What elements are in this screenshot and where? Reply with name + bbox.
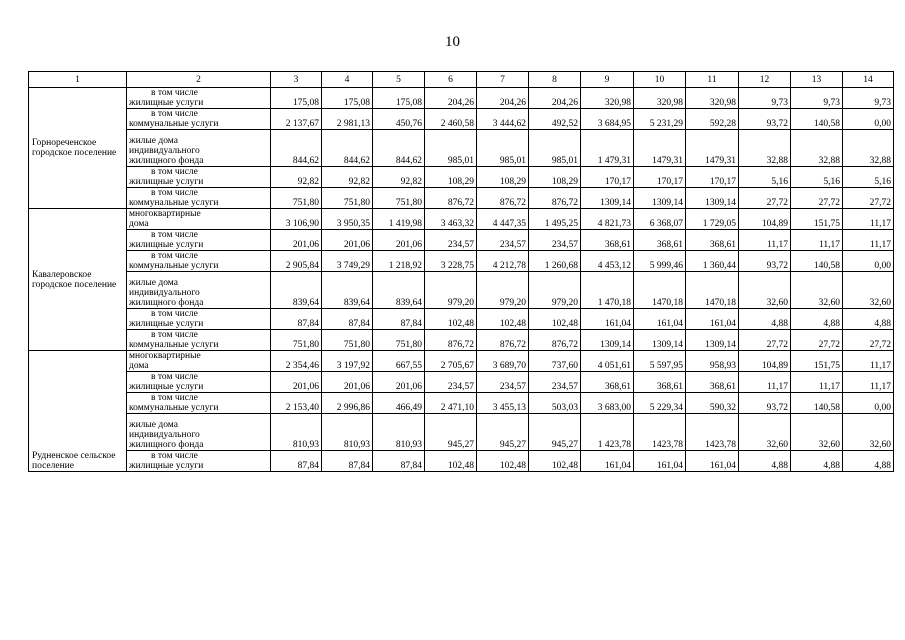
value-cell: 5,16 <box>791 167 843 188</box>
value-cell: 503,03 <box>529 393 581 414</box>
value-cell: 1 360,44 <box>686 251 739 272</box>
value-cell: 2 981,13 <box>322 109 373 130</box>
value-cell: 32,60 <box>791 272 843 309</box>
value-cell: 1 729,05 <box>686 209 739 230</box>
value-cell: 368,61 <box>634 230 686 251</box>
row-label-line: индивидуального <box>129 146 200 156</box>
row-label-line: в том числе <box>151 88 198 98</box>
value-cell: 92,82 <box>322 167 373 188</box>
value-cell: 4 212,78 <box>477 251 529 272</box>
value-cell: 492,52 <box>529 109 581 130</box>
value-cell: 4,88 <box>739 451 791 472</box>
row-label <box>127 351 271 372</box>
row-label <box>127 414 271 451</box>
value-cell: 2 905,84 <box>271 251 322 272</box>
value-cell: 87,84 <box>322 309 373 330</box>
row-label-line: индивидуального <box>129 288 200 298</box>
row-label-line: в том числе <box>151 167 198 177</box>
column-header: 12 <box>739 72 791 88</box>
value-cell: 201,06 <box>322 372 373 393</box>
value-cell: 170,17 <box>581 167 634 188</box>
value-cell: 234,57 <box>529 230 581 251</box>
row-label-line: многоквартирные <box>129 209 201 219</box>
table-row <box>29 272 894 309</box>
value-cell: 1 260,68 <box>529 251 581 272</box>
value-cell: 876,72 <box>477 188 529 209</box>
column-header: 3 <box>271 72 322 88</box>
value-cell: 4,88 <box>791 309 843 330</box>
value-cell: 4,88 <box>739 309 791 330</box>
value-cell: 234,57 <box>425 230 477 251</box>
value-cell: 945,27 <box>477 414 529 451</box>
value-cell: 844,62 <box>271 130 322 167</box>
value-cell: 161,04 <box>581 451 634 472</box>
value-cell: 1 423,78 <box>581 414 634 451</box>
value-cell: 161,04 <box>686 451 739 472</box>
value-cell: 810,93 <box>271 414 322 451</box>
value-cell: 87,84 <box>271 309 322 330</box>
row-label-line: индивидуального <box>129 430 200 440</box>
row-label-line: коммунальные услуги <box>129 198 219 208</box>
settlement-name: Горнореченское городское поселение <box>29 88 127 209</box>
value-cell: 2 705,67 <box>425 351 477 372</box>
value-cell: 11,17 <box>739 230 791 251</box>
row-label-line: в том числе <box>151 109 198 119</box>
table-row <box>29 372 894 393</box>
value-cell: 5,16 <box>843 167 894 188</box>
row-label <box>127 188 271 209</box>
value-cell: 102,48 <box>529 309 581 330</box>
table-row <box>29 230 894 251</box>
value-cell: 87,84 <box>373 309 425 330</box>
value-cell: 27,72 <box>739 188 791 209</box>
data-table <box>28 71 894 472</box>
value-cell: 104,89 <box>739 351 791 372</box>
value-cell: 368,61 <box>686 372 739 393</box>
value-cell: 1423,78 <box>686 414 739 451</box>
value-cell: 466,49 <box>373 393 425 414</box>
value-cell: 32,88 <box>843 130 894 167</box>
row-label <box>127 209 271 230</box>
value-cell: 5 597,95 <box>634 351 686 372</box>
row-label <box>127 309 271 330</box>
value-cell: 1309,14 <box>634 188 686 209</box>
row-label-line: в том числе <box>151 188 198 198</box>
row-label-line: коммунальные услуги <box>129 261 219 271</box>
value-cell: 3 950,35 <box>322 209 373 230</box>
row-label-line: жилищного фонда <box>129 440 204 450</box>
value-cell: 876,72 <box>425 330 477 351</box>
column-header: 10 <box>634 72 686 88</box>
value-cell: 1470,18 <box>686 272 739 309</box>
value-cell: 751,80 <box>373 188 425 209</box>
table-row <box>29 109 894 130</box>
table-row <box>29 167 894 188</box>
value-cell: 27,72 <box>791 188 843 209</box>
column-header: 8 <box>529 72 581 88</box>
value-cell: 5 231,29 <box>634 109 686 130</box>
value-cell: 5,16 <box>739 167 791 188</box>
table-row <box>29 330 894 351</box>
row-label-line: в том числе <box>151 251 198 261</box>
column-header: 4 <box>322 72 373 88</box>
value-cell: 4 051,61 <box>581 351 634 372</box>
value-cell: 32,88 <box>791 130 843 167</box>
settlement-name: Рудненское сельское поселение <box>29 351 127 472</box>
value-cell: 32,60 <box>843 414 894 451</box>
value-cell: 368,61 <box>634 372 686 393</box>
value-cell: 2 460,58 <box>425 109 477 130</box>
value-cell: 11,17 <box>843 230 894 251</box>
value-cell: 3 106,90 <box>271 209 322 230</box>
value-cell: 751,80 <box>271 330 322 351</box>
value-cell: 102,48 <box>529 451 581 472</box>
value-cell: 839,64 <box>373 272 425 309</box>
value-cell: 11,17 <box>843 209 894 230</box>
value-cell: 737,60 <box>529 351 581 372</box>
value-cell: 108,29 <box>425 167 477 188</box>
value-cell: 1 470,18 <box>581 272 634 309</box>
value-cell: 9,73 <box>843 88 894 109</box>
value-cell: 844,62 <box>373 130 425 167</box>
value-cell: 4 821,73 <box>581 209 634 230</box>
value-cell: 0,00 <box>843 251 894 272</box>
value-cell: 985,01 <box>529 130 581 167</box>
value-cell: 1 419,98 <box>373 209 425 230</box>
value-cell: 3 684,95 <box>581 109 634 130</box>
table-row <box>29 188 894 209</box>
value-cell: 958,93 <box>686 351 739 372</box>
value-cell: 3 197,92 <box>322 351 373 372</box>
row-label <box>127 393 271 414</box>
settlement-name: Кавалеровское городское поселение <box>29 209 127 351</box>
table-header-row <box>29 72 894 88</box>
value-cell: 592,28 <box>686 109 739 130</box>
value-cell: 27,72 <box>739 330 791 351</box>
row-label-line: коммунальные услуги <box>129 403 219 413</box>
table-row <box>29 351 894 372</box>
value-cell: 1309,14 <box>581 330 634 351</box>
value-cell: 751,80 <box>322 188 373 209</box>
value-cell: 11,17 <box>843 372 894 393</box>
value-cell: 32,60 <box>791 414 843 451</box>
column-header: 9 <box>581 72 634 88</box>
value-cell: 320,98 <box>686 88 739 109</box>
value-cell: 839,64 <box>271 272 322 309</box>
value-cell: 1 479,31 <box>581 130 634 167</box>
value-cell: 2 996,86 <box>322 393 373 414</box>
value-cell: 102,48 <box>477 451 529 472</box>
value-cell: 985,01 <box>425 130 477 167</box>
value-cell: 6 368,07 <box>634 209 686 230</box>
value-cell: 1309,14 <box>686 330 739 351</box>
value-cell: 751,80 <box>271 188 322 209</box>
row-label <box>127 451 271 472</box>
value-cell: 204,26 <box>477 88 529 109</box>
value-cell: 204,26 <box>425 88 477 109</box>
value-cell: 3 228,75 <box>425 251 477 272</box>
value-cell: 2 471,10 <box>425 393 477 414</box>
value-cell: 170,17 <box>686 167 739 188</box>
value-cell: 9,73 <box>791 88 843 109</box>
row-label-line: жилищного фонда <box>129 156 204 166</box>
value-cell: 87,84 <box>322 451 373 472</box>
value-cell: 161,04 <box>634 451 686 472</box>
row-label <box>127 272 271 309</box>
row-label <box>127 251 271 272</box>
value-cell: 102,48 <box>477 309 529 330</box>
value-cell: 161,04 <box>634 309 686 330</box>
column-header: 2 <box>127 72 271 88</box>
value-cell: 320,98 <box>634 88 686 109</box>
value-cell: 0,00 <box>843 109 894 130</box>
value-cell: 3 455,13 <box>477 393 529 414</box>
value-cell: 979,20 <box>529 272 581 309</box>
value-cell: 161,04 <box>686 309 739 330</box>
value-cell: 11,17 <box>791 230 843 251</box>
table-row <box>29 414 894 451</box>
row-label-line: дома <box>129 219 149 229</box>
value-cell: 4,88 <box>791 451 843 472</box>
table-row <box>29 251 894 272</box>
value-cell: 751,80 <box>373 330 425 351</box>
value-cell: 175,08 <box>322 88 373 109</box>
value-cell: 945,27 <box>425 414 477 451</box>
value-cell: 234,57 <box>477 372 529 393</box>
value-cell: 11,17 <box>739 372 791 393</box>
value-cell: 3 683,00 <box>581 393 634 414</box>
column-header: 14 <box>843 72 894 88</box>
row-label-line: в том числе <box>151 309 198 319</box>
value-cell: 1309,14 <box>634 330 686 351</box>
column-header: 7 <box>477 72 529 88</box>
value-cell: 204,26 <box>529 88 581 109</box>
value-cell: 979,20 <box>477 272 529 309</box>
row-label-line: жилые дома <box>129 278 178 288</box>
row-label <box>127 230 271 251</box>
row-label-line: жилищные услуги <box>129 177 204 187</box>
page-number: 10 <box>445 34 460 50</box>
value-cell: 876,72 <box>425 188 477 209</box>
value-cell: 175,08 <box>271 88 322 109</box>
value-cell: 201,06 <box>271 230 322 251</box>
table-row <box>29 209 894 230</box>
value-cell: 3 749,29 <box>322 251 373 272</box>
value-cell: 1 495,25 <box>529 209 581 230</box>
value-cell: 32,60 <box>843 272 894 309</box>
row-label <box>127 130 271 167</box>
value-cell: 368,61 <box>581 230 634 251</box>
value-cell: 175,08 <box>373 88 425 109</box>
value-cell: 368,61 <box>686 230 739 251</box>
value-cell: 93,72 <box>739 393 791 414</box>
value-cell: 201,06 <box>373 230 425 251</box>
value-cell: 1479,31 <box>686 130 739 167</box>
table-row <box>29 451 894 472</box>
value-cell: 234,57 <box>425 372 477 393</box>
row-label-line: жилищные услуги <box>129 319 204 329</box>
value-cell: 667,55 <box>373 351 425 372</box>
value-cell: 5 229,34 <box>634 393 686 414</box>
value-cell: 87,84 <box>271 451 322 472</box>
value-cell: 839,64 <box>322 272 373 309</box>
value-cell: 810,93 <box>373 414 425 451</box>
value-cell: 450,76 <box>373 109 425 130</box>
row-label-line: дома <box>129 361 149 371</box>
column-header: 6 <box>425 72 477 88</box>
value-cell: 1 218,92 <box>373 251 425 272</box>
row-label-line: в том числе <box>151 393 198 403</box>
column-header: 1 <box>29 72 127 88</box>
row-label <box>127 167 271 188</box>
value-cell: 3 444,62 <box>477 109 529 130</box>
value-cell: 140,58 <box>791 251 843 272</box>
value-cell: 4 447,35 <box>477 209 529 230</box>
value-cell: 92,82 <box>271 167 322 188</box>
value-cell: 2 354,46 <box>271 351 322 372</box>
value-cell: 151,75 <box>791 351 843 372</box>
value-cell: 3 463,32 <box>425 209 477 230</box>
value-cell: 985,01 <box>477 130 529 167</box>
row-label-line: жилищные услуги <box>129 98 204 108</box>
value-cell: 102,48 <box>425 451 477 472</box>
value-cell: 1470,18 <box>634 272 686 309</box>
value-cell: 810,93 <box>322 414 373 451</box>
table-row <box>29 88 894 109</box>
value-cell: 1479,31 <box>634 130 686 167</box>
value-cell: 1309,14 <box>686 188 739 209</box>
row-label-line: жилищного фонда <box>129 298 204 308</box>
value-cell: 92,82 <box>373 167 425 188</box>
row-label-line: жилищные услуги <box>129 382 204 392</box>
row-label <box>127 372 271 393</box>
value-cell: 876,72 <box>529 330 581 351</box>
value-cell: 27,72 <box>843 188 894 209</box>
value-cell: 151,75 <box>791 209 843 230</box>
value-cell: 5 999,46 <box>634 251 686 272</box>
value-cell: 140,58 <box>791 109 843 130</box>
row-label-line: в том числе <box>151 372 198 382</box>
row-label-line: в том числе <box>151 330 198 340</box>
value-cell: 4 453,12 <box>581 251 634 272</box>
value-cell: 2 153,40 <box>271 393 322 414</box>
value-cell: 234,57 <box>529 372 581 393</box>
column-header: 13 <box>791 72 843 88</box>
value-cell: 201,06 <box>373 372 425 393</box>
value-cell: 32,60 <box>739 414 791 451</box>
value-cell: 161,04 <box>581 309 634 330</box>
value-cell: 1423,78 <box>634 414 686 451</box>
value-cell: 590,32 <box>686 393 739 414</box>
table-row <box>29 393 894 414</box>
value-cell: 11,17 <box>791 372 843 393</box>
table-row <box>29 130 894 167</box>
row-label-line: жилые дома <box>129 420 178 430</box>
column-header: 11 <box>686 72 739 88</box>
row-label <box>127 88 271 109</box>
row-label-line: коммунальные услуги <box>129 340 219 350</box>
value-cell: 234,57 <box>477 230 529 251</box>
value-cell: 102,48 <box>425 309 477 330</box>
value-cell: 876,72 <box>477 330 529 351</box>
value-cell: 170,17 <box>634 167 686 188</box>
value-cell: 201,06 <box>322 230 373 251</box>
row-label-line: в том числе <box>151 451 198 461</box>
value-cell: 4,88 <box>843 309 894 330</box>
value-cell: 27,72 <box>791 330 843 351</box>
value-cell: 140,58 <box>791 393 843 414</box>
value-cell: 844,62 <box>322 130 373 167</box>
value-cell: 945,27 <box>529 414 581 451</box>
value-cell: 201,06 <box>271 372 322 393</box>
value-cell: 27,72 <box>843 330 894 351</box>
value-cell: 108,29 <box>529 167 581 188</box>
row-label-line: жилые дома <box>129 136 178 146</box>
column-header: 5 <box>373 72 425 88</box>
row-label-line: коммунальные услуги <box>129 119 219 129</box>
row-label <box>127 330 271 351</box>
value-cell: 0,00 <box>843 393 894 414</box>
value-cell: 93,72 <box>739 109 791 130</box>
row-label-line: жилищные услуги <box>129 461 204 471</box>
value-cell: 9,73 <box>739 88 791 109</box>
value-cell: 320,98 <box>581 88 634 109</box>
value-cell: 11,17 <box>843 351 894 372</box>
value-cell: 108,29 <box>477 167 529 188</box>
value-cell: 368,61 <box>581 372 634 393</box>
value-cell: 3 689,70 <box>477 351 529 372</box>
table-row <box>29 309 894 330</box>
value-cell: 87,84 <box>373 451 425 472</box>
value-cell: 32,88 <box>739 130 791 167</box>
value-cell: 979,20 <box>425 272 477 309</box>
row-label-line: жилищные услуги <box>129 240 204 250</box>
value-cell: 751,80 <box>322 330 373 351</box>
value-cell: 1309,14 <box>581 188 634 209</box>
row-label <box>127 109 271 130</box>
value-cell: 876,72 <box>529 188 581 209</box>
value-cell: 104,89 <box>739 209 791 230</box>
value-cell: 4,88 <box>843 451 894 472</box>
value-cell: 93,72 <box>739 251 791 272</box>
row-label-line: многоквартирные <box>129 351 201 361</box>
value-cell: 32,60 <box>739 272 791 309</box>
value-cell: 2 137,67 <box>271 109 322 130</box>
row-label-line: в том числе <box>151 230 198 240</box>
